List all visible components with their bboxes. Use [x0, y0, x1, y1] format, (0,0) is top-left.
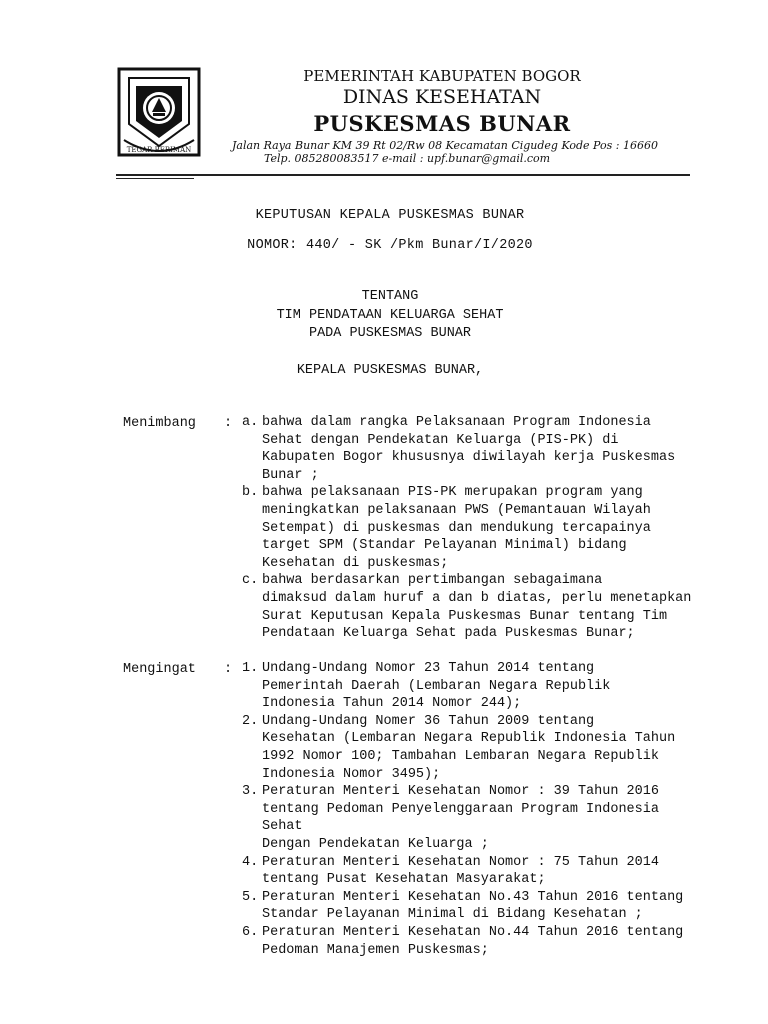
decree-subject-line2: PADA PUSKESMAS BUNAR [308, 326, 472, 341]
regency-emblem-logo [116, 66, 202, 158]
item-text: Undang-Undang Nomor 23 Tahun 2014 tentang Pemerintah Daerah (Lembaran Negara Republik Indonesia Tahun 2014 Nomor 244); [262, 661, 611, 712]
remembering-item [242, 660, 692, 713]
letterhead-divider-short [116, 178, 194, 179]
item-marker: b. [242, 485, 259, 501]
item-marker: 5. [242, 889, 259, 905]
decree-about: TENTANG [361, 289, 419, 304]
considering-colon: : [224, 416, 233, 431]
considering-label: Menimbang [123, 416, 196, 431]
item-text: bahwa dalam rangka Pelaksanaan Program Indonesia Sehat dengan Pendekatan Keluarga (PIS-PK) di Kabupaten Bogor khususnya diwilayah kerja Puskesmas Bunar ; [262, 415, 676, 483]
item-marker: 3. [242, 784, 259, 800]
item-text: Peraturan Menteri Kesehatan No.43 Tahun 2016 tentang Standar Pelayanan Minimal di Bidang Kesehatan ; [262, 889, 684, 923]
considering-item [242, 414, 692, 484]
letterhead-address: Jalan Raya Bunar KM 39 Rt 02/Rw 08 Kecamatan Cigudeg Kode Pos : 16660 [232, 139, 658, 152]
item-text: bahwa berdasarkan pertimbangan sebagaimana dimaksud dalam huruf a dan b diatas, perlu menetapkan Surat Keputusan Kepala Puskesmas Bunar tentang Tim Pendataan Keluarga Sehat pada Puskesmas Bunar; [262, 573, 692, 642]
letterhead-department: DINAS KESEHATAN [342, 86, 542, 108]
considering-item [242, 572, 692, 642]
item-text: Peraturan Menteri Kesehatan Nomor : 39 Tahun 2016 tentang Pedoman Penyelenggaraan Program Indonesia Sehat Dengan Pendekatan Keluarga ; [262, 784, 659, 852]
item-marker: c. [242, 573, 259, 589]
item-text: Peraturan Menteri Kesehatan No.44 Tahun 2016 tentang Pedoman Manajemen Puskesmas; [262, 924, 684, 958]
decree-subject-line1: TIM PENDATAAN KELUARGA SEHAT [276, 308, 504, 323]
item-marker: 4. [242, 854, 259, 870]
letterhead-government: PEMERINTAH KABUPATEN BOGOR [303, 67, 581, 85]
considering-list [242, 414, 692, 643]
remembering-list [242, 660, 692, 959]
item-marker: a. [242, 415, 259, 430]
item-marker: 2. [242, 713, 259, 729]
item-text: Peraturan Menteri Kesehatan Nomor : 75 Tahun 2014 tentang Pusat Kesehatan Masyarakat; [262, 854, 659, 888]
remembering-item [242, 854, 692, 889]
decree-title: KEPUTUSAN KEPALA PUSKESMAS BUNAR [255, 208, 525, 223]
letterhead-contact: Telp. 085280083517 e-mail : upf.bunar@gmail.com [264, 152, 551, 165]
remembering-item [242, 924, 692, 959]
remembering-label: Mengingat [123, 662, 196, 677]
remembering-item [242, 713, 692, 783]
item-marker: 6. [242, 924, 259, 940]
remembering-colon: : [224, 662, 233, 677]
item-text: Undang-Undang Nomer 36 Tahun 2009 tentang Kesehatan (Lembaran Negara Republik Indonesia Tahun 1992 Nomor 100; Tambahan Lembaran Negara Republik Indonesia Nomor 3495); [262, 713, 676, 782]
decree-head: KEPALA PUSKESMAS BUNAR, [296, 363, 484, 378]
decree-number: NOMOR: 440/ - SK /Pkm Bunar/I/2020 [247, 238, 533, 253]
remembering-item [242, 783, 692, 853]
item-marker: 1. [242, 661, 259, 676]
remembering-item [242, 889, 692, 924]
considering-item [242, 484, 692, 572]
letterhead-institution: PUSKESMAS BUNAR [313, 111, 571, 136]
item-text: bahwa pelaksanaan PIS-PK merupakan program yang meningkatkan pelaksanaan PWS (Pemantauan Wilayah Setempat) di puskesmas dan mendukung tercapainya target SPM (Standar Pelayanan Minimal) bidang Kesehatan di puskesmas; [262, 485, 651, 571]
svg-text:TEGAR BERIMAN: TEGAR BERIMAN [126, 146, 192, 154]
letterhead-divider [116, 174, 690, 176]
